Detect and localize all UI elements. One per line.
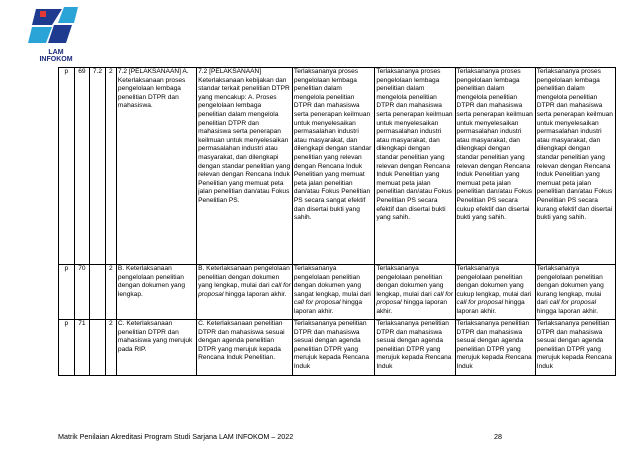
cell-number: 71 xyxy=(74,320,90,376)
table-row xyxy=(59,68,616,265)
cell-element: C. Keterlaksanaan penelitian DTPR dan mahasiswa yang merujuk pada RIP. xyxy=(116,320,196,376)
cell-score-4: Terlaksananya pengelolaan penelitian dengan dokumen yang sangat lengkap, mulai dari call for proposal hingga laporan akhir. xyxy=(292,265,374,320)
cell-score-4: Terlaksananya penelitian DTPR dan mahasiswa sesuai dengan agenda penelitian DTPR yang merujuk kepada Rencana Induk xyxy=(292,320,374,376)
cell-score-2: Terlaksananya penelitian DTPR dan mahasiswa sesuai dengan agenda penelitian DTPR yang merujuk kepada Rencana Induk xyxy=(455,320,535,376)
cell-indicator: C. Keterlaksanaan penelitian DTPR dan mahasiswa sesuai dengan agenda penelitian DTPR yang merujuk kepada Rencana Induk Penelitian. xyxy=(197,320,293,376)
footer-title: Matrik Penilaian Akreditasi Program Studi Sarjana LAM INFOKOM – 2022 xyxy=(58,432,294,441)
cell-score-3: Terlaksananya penelitian DTPR dan mahasiswa sesuai dengan agenda penelitian DTPR yang merujuk kepada Rencana Induk xyxy=(375,320,455,376)
cell-type: p xyxy=(59,265,75,320)
cell-weight: 2 xyxy=(105,68,116,265)
cell-score-3: Terlaksananya proses pengelolaan lembaga penelitian dalam mengelola penelitian DTPR dan mahasiswa serta penerapan keilmuan untuk menyelesaikan permasalahan industri atau masyarakat, dan dilengkapi dengan standar penelitian yang relevan dengan Rencana Induk Penelitian yang memuat peta jalan penelitian dan/atau Fokus Penelitian PS secara efektif dan disertai bukti yang sahih. xyxy=(375,68,455,265)
cell-element: B. Keterlaksanaan pengelolaan penelitian dengan dokumen yang lengkap. xyxy=(116,265,196,320)
cell-score-1: Terlaksananya proses pengelolaan lembaga penelitian dalam mengelola penelitian DTPR dan mahasiswa serta penerapan keilmuan untuk menyelesaikan permasalahan industri atau masyarakat, dan dilengkapi dengan standar penelitian yang relevan dengan Rencana Induk Penelitian yang memuat peta jalan penelitian dan/atau Fokus Penelitian PS secara kurang efektif dan disertai bukti yang sahih. xyxy=(535,68,615,265)
cell-weight: 2 xyxy=(105,320,116,376)
cell-score-1: Terlaksananya penelitian DTPR dan mahasiswa sesuai dengan agenda penelitian DTPR yang merujuk kepada Rencana Induk xyxy=(535,320,615,376)
cell-code xyxy=(90,265,106,320)
cell-code: 7.2 xyxy=(90,68,106,265)
assessment-matrix-table xyxy=(58,67,616,376)
cell-score-3: Terlaksananya pengelolaan penelitian dengan dokumen yang lengkap, mulai dari call for proposal hingga laporan akhir. xyxy=(375,265,455,320)
logo-wordmark: LAM INFOKOM xyxy=(39,49,73,63)
cell-element: 7.2 [PELAKSANAAN] A. Keterlaksanaan proses pengelolaan lembaga penelitian DTPR dan mahasiswa. xyxy=(116,68,196,265)
cell-score-2: Terlaksananya proses pengelolaan lembaga penelitian dalam mengelola penelitian DTPR dan mahasiswa serta penerapan keilmuan untuk menyelesaikan permasalahan industri atau masyarakat, dan dilengkapi dengan standar penelitian yang relevan dengan Rencana Induk Penelitian yang memuat peta jalan penelitian dan/atau Fokus Penelitian PS secara cukup efektif dan disertai bukti yang sahih. xyxy=(455,68,535,265)
cell-score-1: Terlaksananya pengelolaan penelitian dengan dokumen yang kurang lengkap, mulai dari call for proposal hingga laporan akhir. xyxy=(535,265,615,320)
cell-weight: 2 xyxy=(105,265,116,320)
table-row xyxy=(59,265,616,320)
cell-number: 69 xyxy=(74,68,90,265)
cell-score-2: Terlaksananya pengelolaan penelitian dengan dokumen yang cukup lengkap, mulai dari call for proposal hingga laporan akhir. xyxy=(455,265,535,320)
cell-number: 70 xyxy=(74,265,90,320)
cell-indicator: 7.2 [PELAKSANAAN] Keterlaksanaan kebijakan dan standar terkait penelitian DTPR yang mencakup: A. Proses pengelolaan lembaga penelitian dalam mengelola penelitian DTPR dan mahasiswa serta penerapan keilmuan untuk menyelesaikan permasalahan industri atau masyarakat, dan dilengkapi dengan standar penelitian yang relevan dengan Rencana Induk Penelitian yang memuat peta jalan penelitian dan/atau Fokus Penelitian PS. xyxy=(197,68,293,265)
cell-type: p xyxy=(59,68,75,265)
cell-code xyxy=(90,320,106,376)
cell-indicator: B. Keterlaksanaan pengelolaan penelitian dengan dokumen yang lengkap, mulai dari call for proposal hingga laporan akhir. xyxy=(197,265,293,320)
table-row xyxy=(59,320,616,376)
page-number: 28 xyxy=(494,432,502,441)
cell-score-4: Terlaksananya proses pengelolaan lembaga penelitian dalam mengelola penelitian DTPR dan mahasiswa serta penerapan keilmuan untuk menyelesaikan permasalahan industri atau masyarakat, dan dilengkapi dengan standar penelitian yang relevan dengan Rencana Induk Penelitian yang memuat peta jalan penelitian dan/atau Fokus Penelitian PS secara sangat efektif dan disertai bukti yang sahih. xyxy=(292,68,374,265)
cell-type: p xyxy=(59,320,75,376)
